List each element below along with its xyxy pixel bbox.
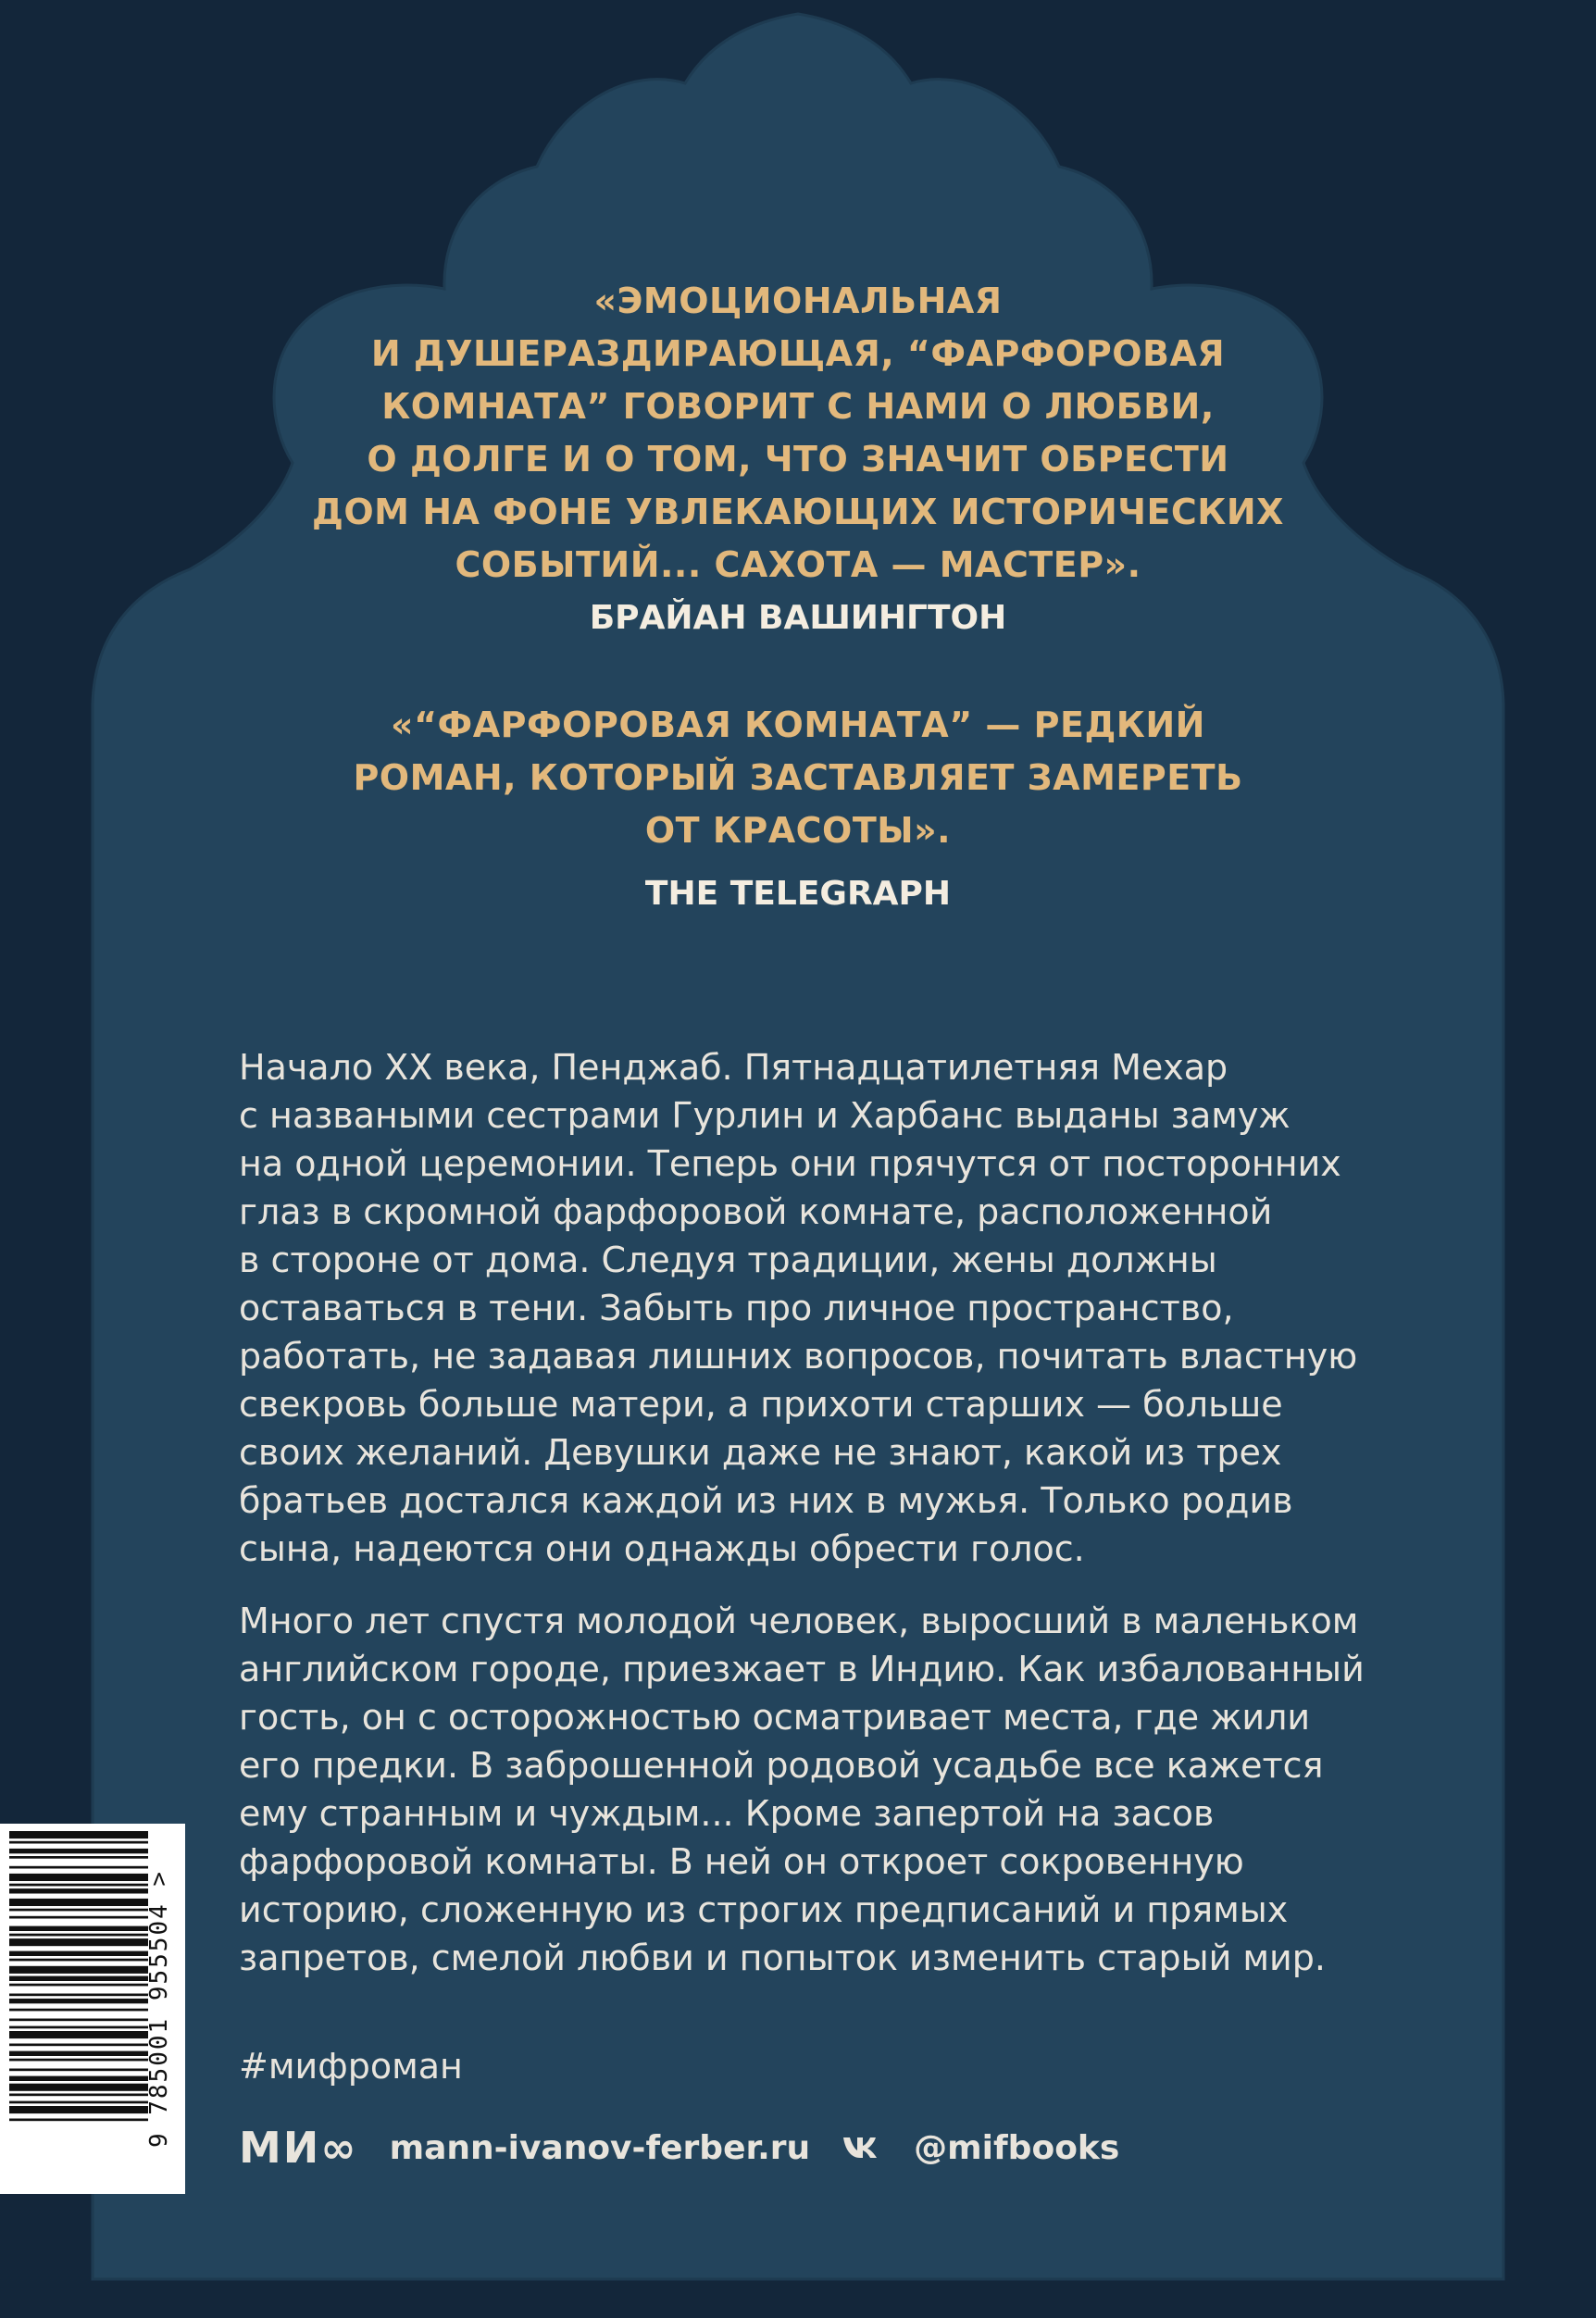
- barcode-bar: [9, 1984, 148, 1987]
- barcode-bar: [9, 2094, 148, 2097]
- barcode-bar: [9, 1884, 148, 1887]
- paragraph-2-line: английском городе, приезжает в Индию. Как избалованный: [239, 1649, 1365, 1689]
- barcode-bar: [9, 2009, 148, 2012]
- barcode-bar: [9, 1888, 148, 1893]
- barcode-bar: [9, 1916, 148, 1919]
- hashtag: #мифроман: [239, 2046, 463, 2087]
- quote-2-line: «“ФАРФОРОВАЯ КОМНАТА” — РЕДКИЙ: [391, 704, 1205, 745]
- barcode-bar: [9, 2119, 148, 2122]
- paragraph-2-line: его предки. В заброшенной родовой усадьбе все кажется: [239, 1745, 1324, 1786]
- barcode-bar: [9, 2076, 148, 2081]
- barcode-bar: [9, 1934, 148, 1937]
- paragraph-1-line: Начало ХХ века, Пенджаб. Пятнадцатилетняя Мехар: [239, 1047, 1228, 1088]
- quote-2: [93, 699, 1503, 857]
- quote-2-line: ОТ КРАСОТЫ».: [644, 810, 952, 851]
- barcode-bar: [9, 2084, 148, 2091]
- barcode-bar: [9, 1831, 148, 1838]
- barcode-bar: [9, 1874, 148, 1881]
- quote-1: [93, 275, 1503, 592]
- barcode-digits: 9 785001 955504 >: [145, 1869, 173, 2149]
- barcode-bar: [9, 1959, 148, 1962]
- barcode-bar: [9, 1841, 148, 1844]
- quote-2-source: THE TELEGRAPH: [644, 875, 952, 913]
- description-paragraph-2: [239, 1597, 1387, 1982]
- quote-1-line: «ЭМОЦИОНАЛЬНАЯ: [593, 280, 1003, 321]
- paragraph-1-line: своих желаний. Девушки даже не знают, какой из трех: [239, 1432, 1282, 1473]
- publisher-website[interactable]: mann-ivanov-ferber.ru: [389, 2128, 811, 2167]
- barcode-bar: [9, 1951, 148, 1956]
- barcode-bar: [9, 2059, 148, 2062]
- barcode-bar: [9, 1938, 148, 1946]
- description-paragraph-1: [239, 1043, 1387, 1573]
- barcode-bar: [9, 1866, 148, 1869]
- quote-1-line: О ДОЛГЕ И О ТОМ, ЧТО ЗНАЧИТ ОБРЕСТИ: [367, 439, 1229, 480]
- barcode-bar: [9, 1926, 148, 1931]
- paragraph-2-line: фарфоровой комнаты. В ней он откроет сокровенную: [239, 1841, 1244, 1882]
- paragraph-1-line: оставаться в тени. Забыть про личное пространство,: [239, 1288, 1234, 1328]
- barcode-bars: [9, 1824, 148, 2194]
- quote-1-line: И ДУШЕРАЗДИРАЮЩАЯ, “ФАРФОРОВАЯ: [370, 333, 1226, 374]
- barcode-bar: [9, 2031, 148, 2038]
- barcode-bar: [9, 2101, 148, 2104]
- barcode-bar: [9, 2106, 148, 2113]
- barcode-bar: [9, 2019, 148, 2022]
- publisher-footer: [239, 2115, 1119, 2180]
- barcode-bar: [9, 2069, 148, 2072]
- barcode-bar: [9, 1899, 148, 1906]
- paragraph-2-line: запретов, смелой любви и попыток изменить старый мир.: [239, 1938, 1326, 1978]
- barcode-bar: [9, 1976, 148, 1981]
- paragraph-1-line: сына, надеются они однажды обрести голос.: [239, 1528, 1085, 1569]
- barcode-bar: [9, 2044, 148, 2047]
- paragraph-1-line: с назваными сестрами Гурлин и Харбанс выданы замуж: [239, 1095, 1291, 1136]
- barcode-bar: [9, 1909, 148, 1912]
- quote-1-source: БРАЙАН ВАШИНГТОН: [589, 599, 1007, 637]
- paragraph-1-line: работать, не задавая лишних вопросов, почитать властную: [239, 1336, 1358, 1377]
- paragraph-1-line: свекровь больше матери, а прихоти старших — больше: [239, 1384, 1283, 1425]
- paragraph-2-line: Много лет спустя молодой человек, выросший в маленьком: [239, 1601, 1359, 1641]
- isbn-barcode: [0, 1824, 185, 2194]
- barcode-bar: [9, 1966, 148, 1974]
- barcode-bar: [9, 1999, 148, 2003]
- paragraph-1-line: в стороне от дома. Следуя традиции, жены должны: [239, 1240, 1217, 1280]
- paragraph-2-line: гость, он с осторожностью осматривает места, где жили: [239, 1697, 1311, 1738]
- barcode-bar: [9, 1994, 148, 1997]
- quote-2-line: РОМАН, КОТОРЫЙ ЗАСТАВЛЯЕТ ЗАМЕРЕТЬ: [353, 757, 1243, 798]
- publisher-logo: МИ∞: [239, 2123, 358, 2173]
- quote-1-line: СОБЫТИЙ... САХОТА — МАСТЕР».: [455, 544, 1141, 585]
- paragraph-2-line: историю, сложенную из строгих предписаний и прямых: [239, 1889, 1289, 1930]
- paragraph-1-line: на одной церемонии. Теперь они прячутся от посторонних: [239, 1143, 1341, 1184]
- barcode-bar: [9, 1849, 148, 1853]
- quote-1-line: ДОМ НА ФОНЕ УВЛЕКАЮЩИХ ИСТОРИЧЕСКИХ: [312, 492, 1284, 532]
- barcode-bar: [9, 2051, 148, 2056]
- barcode-bar: [9, 1856, 148, 1859]
- quote-1-line: КОМНАТА” ГОВОРИТ С НАМИ О ЛЮБВИ,: [381, 386, 1215, 427]
- social-handle[interactable]: @mifbooks: [914, 2128, 1120, 2167]
- paragraph-2-line: ему странным и чуждым... Кроме запертой на засов: [239, 1793, 1215, 1834]
- vk-icon: [842, 2135, 882, 2161]
- barcode-bar: [9, 2026, 148, 2029]
- paragraph-1-line: братьев достался каждой из них в мужья. Только родив: [239, 1480, 1293, 1521]
- paragraph-1-line: глаз в скромной фарфоровой комнате, расположенной: [239, 1191, 1273, 1232]
